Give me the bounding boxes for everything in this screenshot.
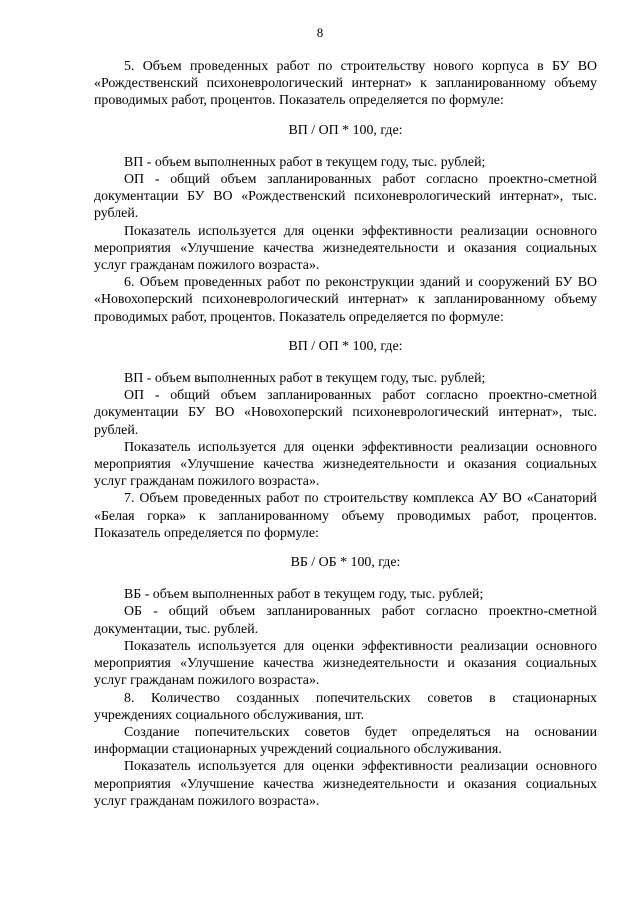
definition-op: ОП - общий объем запланированных работ согласно проектно-сметной документации БУ ВО «Рождественский психоневрологический интернат», тыс. рублей. xyxy=(94,172,597,222)
definition-vp: ВП - объем выполненных работ в текущем году, тыс. рублей; xyxy=(124,371,486,387)
item-7-paragraph: 7. Объем проведенных работ по строительству комплекса АУ ВО «Санаторий «Белая горка» к запланированному объему проводимых работ, процентов. Показатель определяется по формуле: xyxy=(94,491,597,541)
usage-note: Показатель используется для оценки эффективности реализации основного мероприятия «Улучшение качества жизнедеятельности и оказания социальных услуг гражданам пожилого возраста». xyxy=(94,638,597,689)
item-8-method: Создание попечительских советов будет определяться на основании информации стационарных учреждений социального обслуживания. xyxy=(94,724,597,758)
definition-op: ОП - общий объем запланированных работ согласно проектно-сметной документации БУ ВО «Новохоперский психоневрологический интернат», тыс. рублей. xyxy=(94,388,597,438)
page-number: 8 xyxy=(316,25,324,40)
definition-vb: ВБ - объем выполненных работ в текущем году, тыс. рублей; xyxy=(124,587,484,603)
usage-note: Показатель используется для оценки эффективности реализации основного мероприятия «Улучшение качества жизнедеятельности и оказания социальных услуг гражданам пожилого возраста». xyxy=(94,759,597,809)
item-8-paragraph: 8. Количество созданных попечительских советов в стационарных учреждениях социального обслуживания, шт. xyxy=(94,690,597,723)
formula-item-5: ВП / ОП * 100, где: xyxy=(288,122,403,138)
definition-vp: ВП - объем выполненных работ в текущем году, тыс. рублей; xyxy=(124,154,486,170)
usage-note: Показатель используется для оценки эффективности реализации основного мероприятия «Улучшение качества жизнедеятельности и оказания социальных услуг гражданам пожилого возраста». xyxy=(94,223,597,274)
document-body xyxy=(94,58,597,810)
usage-note: Показатель используется для оценки эффективности реализации основного мероприятия «Улучшение качества жизнедеятельности и оказания социальных услуг гражданам пожилого возраста». xyxy=(94,439,597,490)
item-5-paragraph: 5. Объем проведенных работ по строительству нового корпуса в БУ ВО «Рождественский психоневрологический интернат» к запланированному объему проводимых работ, процентов. Показатель определяется по формуле: xyxy=(94,59,597,109)
formula-item-6: ВП / ОП * 100, где: xyxy=(288,338,403,354)
formula-item-7: ВБ / ОБ * 100, где: xyxy=(290,555,401,571)
definition-ob: ОБ - общий объем запланированных работ согласно проектно-сметной документации, тыс. рублей. xyxy=(94,604,597,637)
item-6-paragraph: 6. Объем проведенных работ по реконструкции зданий и сооружений БУ ВО «Новохоперский психоневрологический интернат» к запланированному объему проводимых работ, процентов. Показатель определяется по формуле: xyxy=(94,275,597,325)
